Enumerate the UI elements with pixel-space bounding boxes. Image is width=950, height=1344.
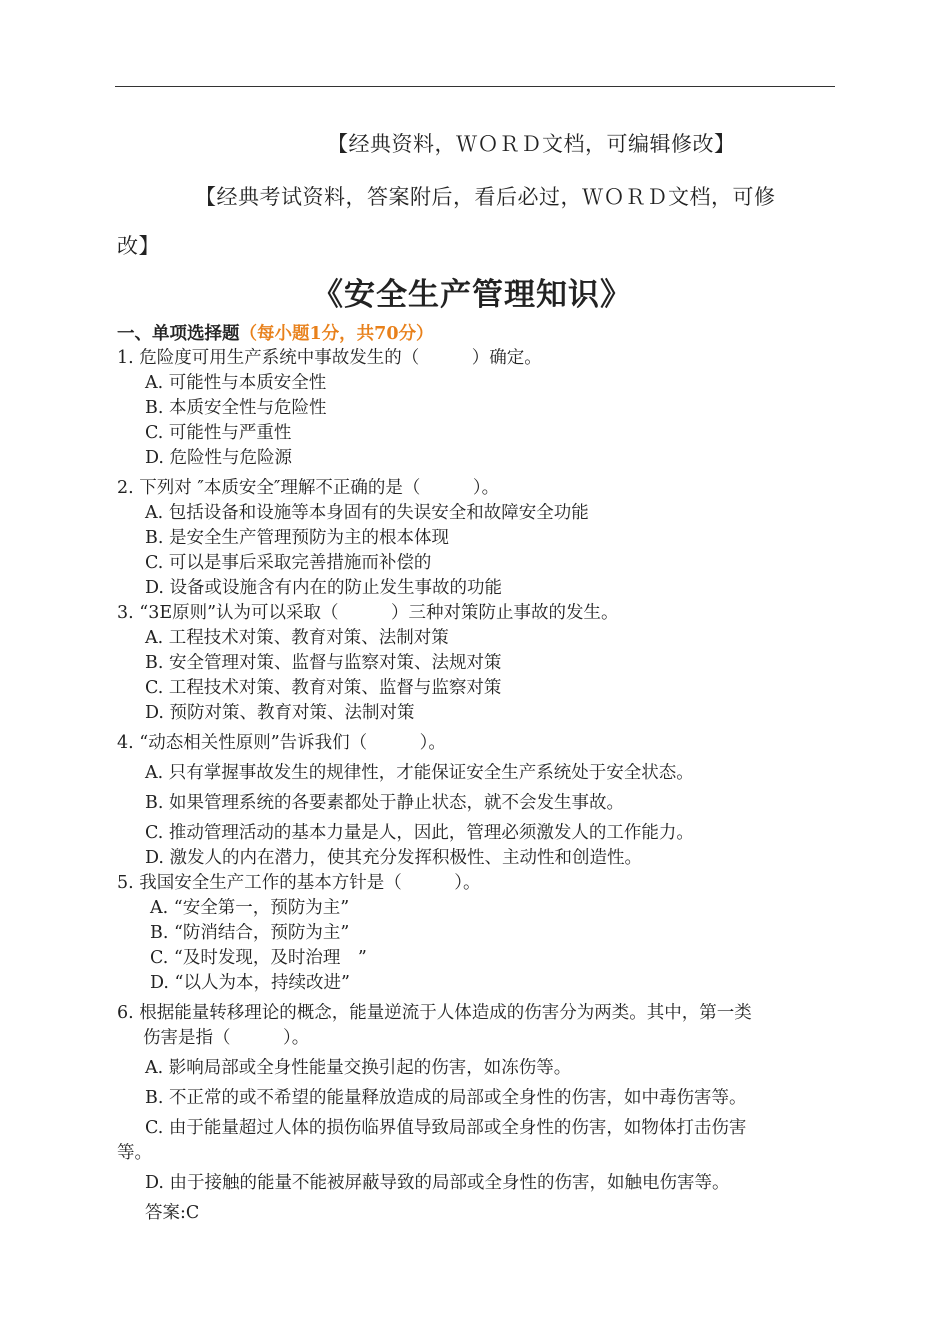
option-c: C. “及时发现，及时治理 ”: [150, 948, 367, 968]
question-stem: 2. 下列对 ″本质安全″理解不正确的是（ ）。: [117, 478, 500, 498]
section-score-note: （每小题1分，共70分）: [239, 324, 434, 344]
question-stem: 6. 根据能量转移理论的概念，能量逆流于人体造成的伤害分为两类。其中，第一类: [117, 1003, 752, 1023]
option-c: C. 推动管理活动的基本力量是人，因此，管理必须激发人的工作能力。: [145, 823, 694, 843]
option-b: B. 不正常的或不希望的能量释放造成的局部或全身性的伤害，如中毒伤害等。: [145, 1088, 747, 1108]
option-a: A. 工程技术对策、教育对策、法制对策: [145, 628, 449, 648]
option-d: D. 危险性与危险源: [145, 448, 293, 468]
option-d: D. 预防对策、教育对策、法制对策: [145, 703, 415, 723]
section-label: 一、单项选择题: [117, 324, 240, 344]
question-stem-continuation: 伤害是指（ ）。: [143, 1028, 310, 1048]
option-a: A. 影响局部或全身性能量交换引起的伤害，如冻伤等。: [145, 1058, 572, 1078]
option-b: B. 是安全生产管理预防为主的根本体现: [145, 528, 449, 548]
option-a: A. 可能性与本质安全性: [145, 373, 327, 393]
question-stem: 5. 我国安全生产工作的基本方针是（ ）。: [117, 873, 481, 893]
option-c: C. 可以是事后采取完善措施而补偿的: [145, 553, 432, 573]
option-d: D. 激发人的内在潜力，使其充分发挥积极性、主动性和创造性。: [145, 848, 643, 868]
answer-line: 答案:C: [145, 1203, 200, 1223]
option-a: A. 只有掌握事故发生的规律性，才能保证安全生产系统处于安全状态。: [145, 763, 694, 783]
option-c-continuation: 等。: [117, 1143, 152, 1163]
document-title: 《安全生产管理知识》: [312, 277, 632, 313]
option-c: C. 可能性与严重性: [145, 423, 292, 443]
option-d: D. 设备或设施含有内在的防止发生事故的功能: [145, 578, 503, 598]
section-heading: [117, 323, 434, 345]
option-a: A. 包括设备和设施等本身固有的失误安全和故障安全功能: [145, 503, 589, 523]
option-b: B. 本质安全性与危险性: [145, 398, 327, 418]
question-stem: 3. “3E原则”认为可以采取（ ）三种对策防止事故的发生。: [117, 603, 619, 623]
option-b: B. 安全管理对策、监督与监察对策、法规对策: [145, 653, 502, 673]
option-b: B. “防消结合，预防为主”: [150, 923, 350, 943]
question-stem: 4. “动态相关性原则”告诉我们（ ）。: [117, 733, 446, 753]
banner-exam-line1: 【经典考试资料，答案附后，看后必过，ＷＯＲＤ文档，可修: [195, 185, 776, 209]
banner-editable: 【经典资料，ＷＯＲＤ文档，可编辑修改】: [327, 132, 736, 156]
banner-exam-line2: 改】: [117, 234, 160, 258]
question-stem: 1. 危险度可用生产系统中事故发生的（ ）确定。: [117, 348, 542, 368]
option-c: C. 工程技术对策、教育对策、监督与监察对策: [145, 678, 502, 698]
option-c: C. 由于能量超过人体的损伤临界值导致局部或全身性的伤害，如物体打击伤害: [145, 1118, 747, 1138]
option-d: D. 由于接触的能量不能被屏蔽导致的局部或全身性的伤害，如触电伤害等。: [145, 1173, 730, 1193]
option-a: A. “安全第一，预防为主”: [150, 898, 350, 918]
header-rule: [115, 86, 835, 87]
option-d: D. “以人为本，持续改进”: [150, 973, 350, 993]
option-b: B. 如果管理系统的各要素都处于静止状态，就不会发生事故。: [145, 793, 624, 813]
